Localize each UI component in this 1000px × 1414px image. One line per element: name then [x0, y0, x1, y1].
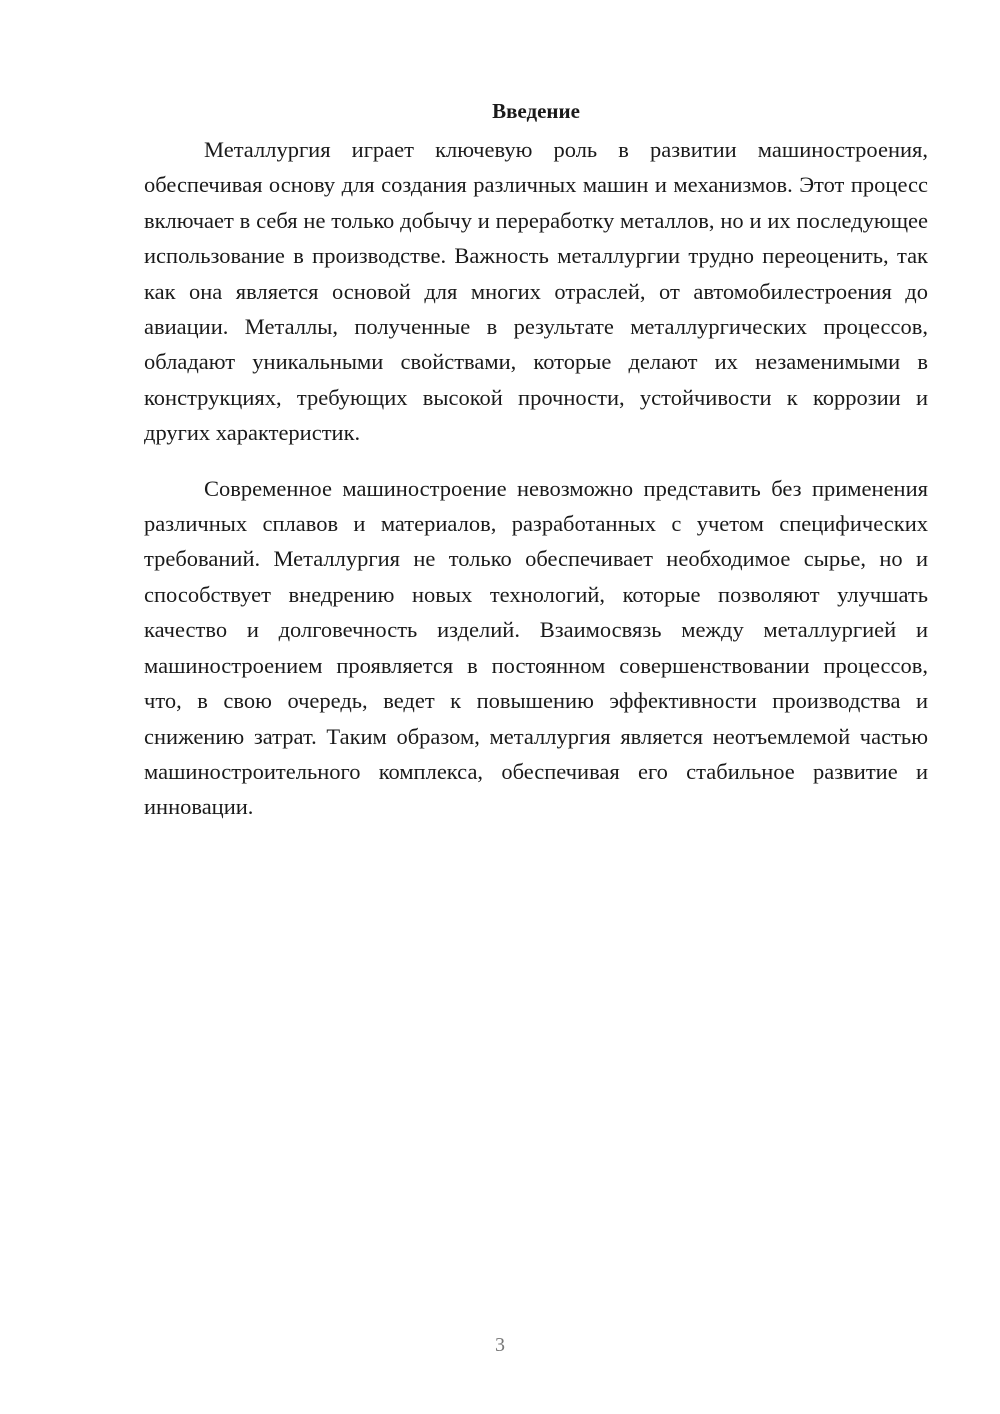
- paragraph-1: Металлургия играет ключевую роль в развитии машиностроения, обеспечивая основу для создания различных машин и механизмов. Этот процесс включает в себя не только добычу и переработку металлов, но и их последующее использование в производстве. Важность металлургии трудно переоценить, так как она является основой для многих отраслей, от автомобилестроения до авиации. Металлы, полученные в результате металлургических процессов, обладают уникальными свойствами, которые делают их незаменимыми в конструкциях, требующих высокой прочности, устойчивости к коррозии и других характеристик.: [144, 137, 928, 446]
- page-number: 3: [495, 1334, 505, 1356]
- paragraph-2: Современное машиностроение невозможно представить без применения различных сплавов и материалов, разработанных с учетом специфических требований. Металлургия не только обеспечивает необходимое сырье, но и способствует внедрению новых технологий, которые позволяют улучшать качество и долговечность изделий. Взаимосвязь между металлургией и машиностроением проявляется в постоянном совершенствовании процессов, что, в свою очередь, ведет к повышению эффективности производства и снижению затрат. Таким образом, металлургия является неотъемлемой частью машиностроительного комплекса, обеспечивая его стабильное развитие и инновации.: [144, 475, 928, 820]
- document-body: [144, 96, 928, 825]
- document-title: Введение: [492, 99, 580, 123]
